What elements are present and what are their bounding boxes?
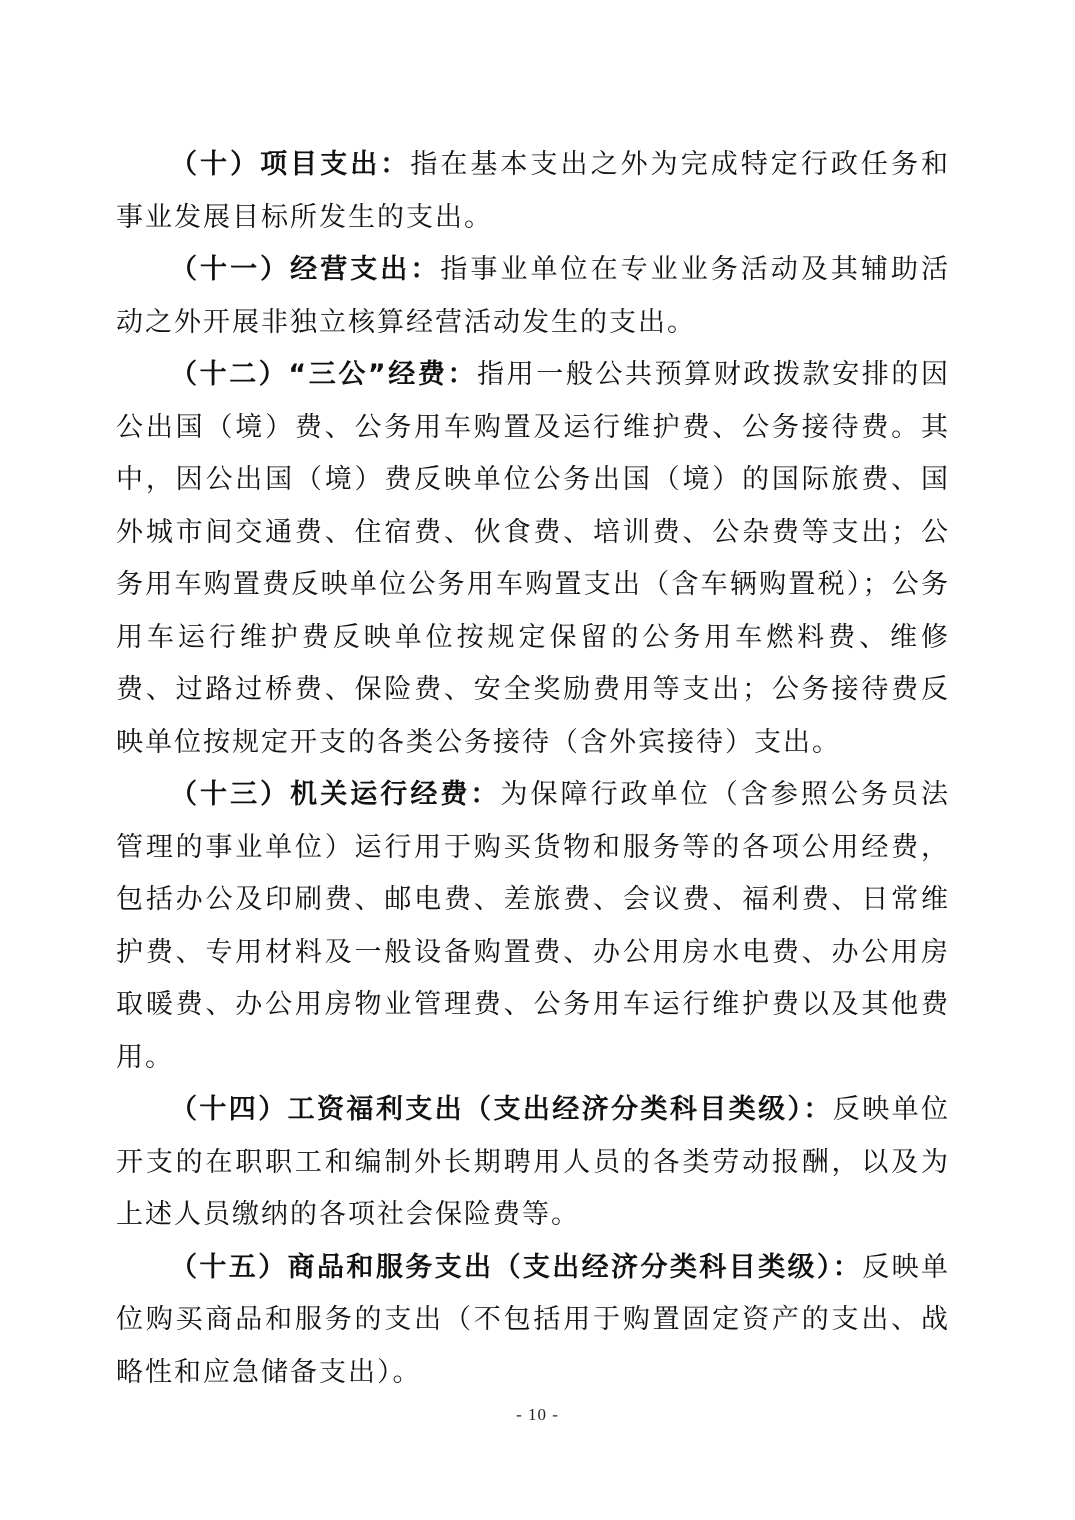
document-body [116,139,950,1399]
paragraph-heading: （十五）商品和服务支出（支出经济分类科目类级）： [170,1251,863,1283]
paragraph-agency-operating-funds [116,769,950,1084]
paragraph-heading: （十二）“三公”经费： [170,359,478,390]
paragraph-text: 反映单位开支的在职职工和编制外长期聘用人员的各类劳动报酬，以及为上述人员缴纳的各项社会保险费等。 [116,1094,951,1230]
paragraph-three-public-expenses [116,349,950,769]
paragraph-heading: （十三）机关运行经费： [170,779,501,810]
paragraph-heading: （十四）工资福利支出（支出经济分类科目类级）： [170,1094,833,1125]
paragraph-text: 为保障行政单位（含参照公务员法管理的事业单位）运行用于购买货物和服务等的各项公用经费，包括办公及印刷费、邮电费、差旅费、会议费、福利费、日常维护费、专用材料及一般设备购置费、办公用房水电费、办公用房取暖费、办公用房物业管理费、公务用车运行维护费以及其他费用。 [116,779,951,1073]
paragraph-wages-welfare [116,1084,950,1242]
paragraph-text: 指用一般公共预算财政拨款安排的因公出国（境）费、公务用车购置及运行维护费、公务接待费。其中，因公出国（境）费反映单位公务出国（境）的国际旅费、国外城市间交通费、住宿费、伙食费、培训费、公杂费等支出；公务用车购置费反映单位公务用车购置支出（含车辆购置税）；公务用车运行维护费反映单位按规定保留的公务用车燃料费、维修费、过路过桥费、保险费、安全奖励费用等支出；公务接待费反映单位按规定开支的各类公务接待（含外宾接待）支出。 [116,359,951,758]
paragraph-heading: （十一）经营支出： [170,254,441,285]
page-number: - 10 - [516,1405,559,1424]
paragraph-text: 反映单位购买商品和服务的支出（不包括用于购置固定资产的支出、战略性和应急储备支出）。 [116,1251,951,1388]
paragraph-operating-expenditure [116,244,950,349]
paragraph-project-expenditure [116,139,950,244]
paragraph-goods-services [116,1242,950,1400]
paragraph-heading: （十）项目支出： [170,149,411,180]
paragraph-text: 指事业单位在专业业务活动及其辅助活动之外开展非独立核算经营活动发生的支出。 [116,254,951,338]
paragraph-text: 指在基本支出之外为完成特定行政任务和事业发展目标所发生的支出。 [116,149,951,233]
